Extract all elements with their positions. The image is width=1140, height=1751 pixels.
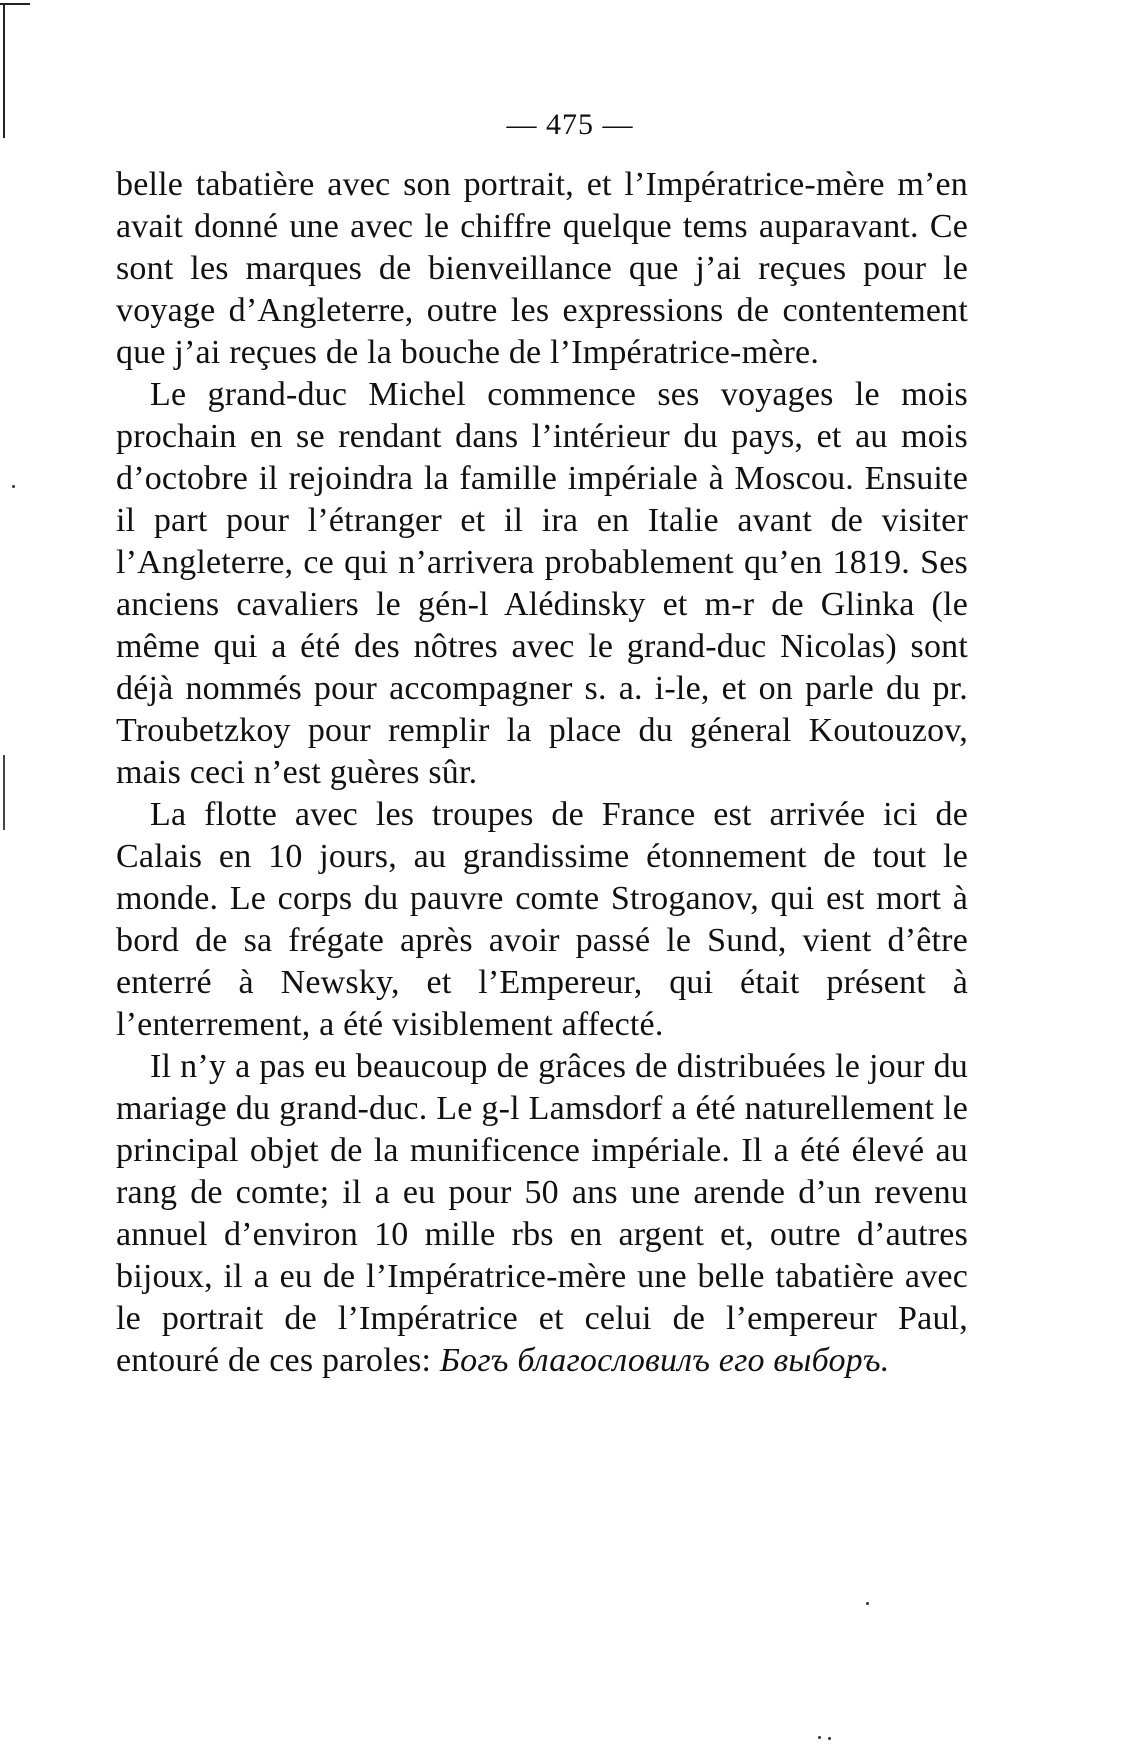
paragraph-2: Le grand-duc Michel commence ses voyages le mois prochain en se rendant dans l’intérieur du pays, et au mois d’octobre il rejoindra la famille impériale à Moscou. Ensuite il part pour l’étranger et il ira en Italie avant de visiter l’Angleterre, ce qui n’arrivera probablement qu’en 1819. Ses anciens cavaliers le gén-l Alédinsky et m-r de Glinka (le même qui a été des nôtres avec le grand-duc Nicolas) sont déjà nommés pour accompagner s. a. i-le, et on parle du pr. Troubetzkoy pour remplir la place du géneral Koutouzov, mais ceci n’est guères sûr. <box>116 376 968 791</box>
paragraph-1: belle tabatière avec son portrait, et l’Impératrice-mère m’en avait donné une avec le chiffre quelque tems auparavant. Ce sont les marques de bienveillance que j’ai reçues pour le voyage d’Angleterre, outre les expressions de contentement que j’ai reçues de la bouche de l’Impératrice-mère. <box>116 166 968 371</box>
paragraph-3: La flotte avec les troupes de France est arrivée ici de Calais en 10 jours, au grandissime étonnement de tout le monde. Le corps du pauvre comte Stroganov, qui est mort à bord de sa frégate après avoir passé le Sund, vient d’être enterré à Newsky, et l’Empereur, qui était présent à l’enterrement, a été visiblement affecté. <box>116 796 968 1043</box>
scan-margin-mark <box>3 755 5 830</box>
scan-speck <box>818 1736 821 1739</box>
russian-quotation: Богъ благословилъ его выборъ. <box>439 1342 890 1379</box>
page-number: — 475 — <box>506 108 634 141</box>
paragraph-4 <box>116 1046 968 1382</box>
scan-speck <box>866 1602 869 1605</box>
scan-speck <box>828 1737 831 1740</box>
paragraph-4-text: Il n’y a pas eu beaucoup de grâces de distribuées le jour du mariage du grand-duc. Le g-l Lamsdorf a été naturellement le principal objet de la munificence impériale. Il a été élevé au rang de comte; il a eu pour 50 ans une arende d’un revenu annuel d’environ 10 mille rbs en argent et, outre d’autres bijoux, il a eu de l’Impératrice-mère une belle tabatière avec le portrait de l’Impératrice et celui de l’empereur Paul, entouré de ces paroles: <box>116 1048 968 1379</box>
body-text <box>116 164 968 1382</box>
scan-speck <box>12 485 15 488</box>
